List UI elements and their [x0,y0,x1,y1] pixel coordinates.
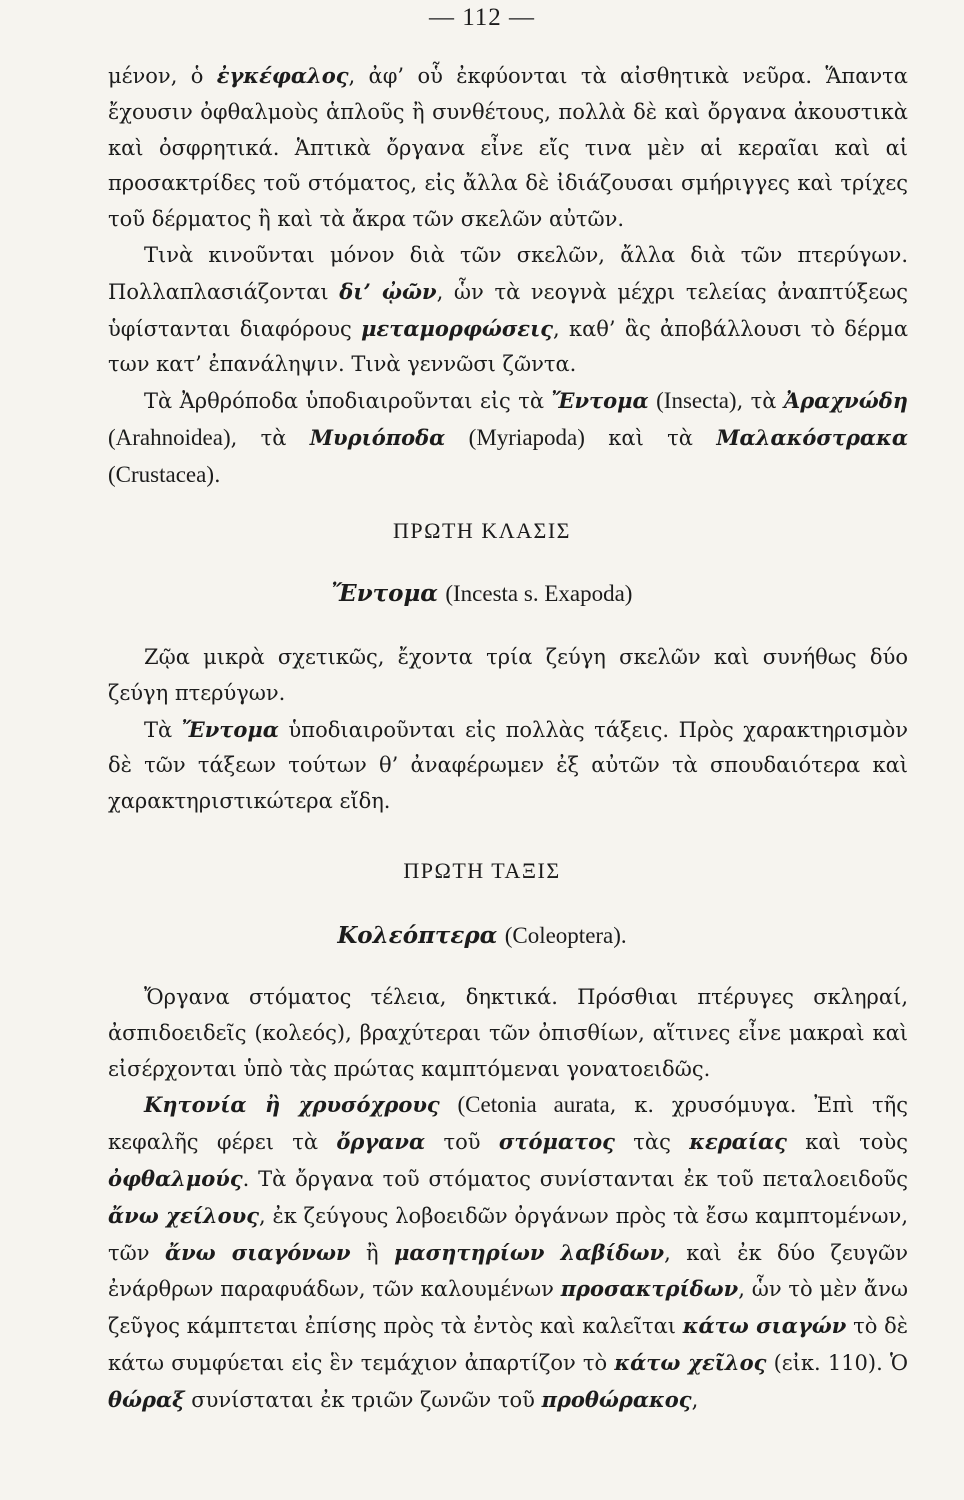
latin-name: (Arahnoidea) [108,424,231,450]
text-run: Ζῷα μικρὰ σχετικῶς, ἔχοντα τρία ζεύγη σκελῶν καὶ συνήθως δύο ζεύγη πτερύγων. [108,645,908,705]
text-run: . [214,462,221,487]
text-run: . Τὰ ὄργανα τοῦ στόματος συνίστανται ἐκ τοῦ πεταλοειδοῦς [242,1166,908,1191]
bold-term: Μυριόποδα [309,424,446,450]
bold-term: ἄνω χείλους [108,1202,259,1228]
text-run: , κ. χρυσόμυγα. Ἐπὶ τῆς κεφαλῆς φέρει τὰ [108,1093,909,1155]
bold-term: μεταμορφώσεις [361,315,554,341]
bold-term: Μαλακόστρακα [716,424,908,450]
text-run: , [691,1387,699,1412]
bold-term: Κολεόπτερα [337,922,498,949]
paragraph [108,980,908,1087]
class-heading: ΠΡΩΤΗ ΚΛΑΣΙΣ [393,518,571,543]
text-run: (εἰκ. 110). Ὁ [766,1350,908,1375]
text-run: , καὶ ἐκ δύο ζευγῶν ἐνάρθρων παραφυάδων, τῶν καλουμένων [108,1240,909,1302]
latin-name: (Coleoptera). [504,923,627,948]
text-run: Τὰ Ἀρθρόποδα ὑποδιαιροῦνται εἰς τὰ [144,389,552,414]
latin-name: (Myriapoda) [468,424,585,450]
bold-term: θώραξ [108,1386,185,1412]
text-run: ὑποδιαιροῦνται εἰς πολλὰς τάξεις. Πρὸς χαρακτηρισμὸν δὲ τῶν τάξεων τούτων θ’ ἀναφέρωμεν ἐξ αὐτῶν τὰ σπουδαιότερα καὶ χαρακτηριστικώτερα εἴδη. [108,717,908,814]
intro-section [108,58,908,494]
text-run: Ὄργανα στόματος τέλεια, δηκτικά. Πρόσθιαι πτέρυγες σκληραί, ἀσπιδοειδεῖς (κολεός), βραχύτεραι τῶν ὀπισθίων, αἵτινες εἶνε μακραὶ καὶ εἰσέρχονται ὑπὸ τὰς πρώτας καμπτόμεναι γονατοειδῶς. [108,985,908,1081]
text-run: Τὰ [144,717,182,742]
bold-term: ἐγκέφαλος [216,63,349,88]
text-run: , τὰ [736,389,784,414]
text-run: τοῦ [425,1130,499,1155]
coleoptera-section [108,980,908,1419]
text-run: , ὧν τὸ μὲν ἄνω ζεῦγος κάμπτεται ἐπίσης πρὸς τὰ ἐντὸς καὶ καλεῖται [108,1277,908,1339]
latin-name: (Insecta) [656,388,737,414]
latin-name: (Cetonia aurata [457,1092,610,1118]
bold-term: Κητονία ἢ χρυσόχρους [144,1092,440,1118]
text-run: τὰς [614,1130,690,1155]
bold-term: κάτω χεῖλος [614,1349,767,1375]
class-title [0,580,964,607]
order-title [0,922,964,949]
bold-term: κεραίας [689,1129,787,1155]
bold-term: μασητηρίων λαβίδων [394,1239,665,1265]
bold-term: Ἔντομα [331,580,439,607]
text-run: , ὧν τὰ νεογνὰ μέχρι τελείας ἀναπτύξεως ὑφίστανται διαφόρους [108,279,908,341]
text-run: , ἐκ ζεύγους λοβοειδῶν ὀργάνων πρὸς τὰ ἔσω καμπτομένων, τῶν [108,1203,908,1265]
text-run: , ἀφ’ οὗ ἐκφύονται τὰ αἰσθητικὰ νεῦρα. Ἅπαντα ἔχουσιν ὀφθαλμοὺς ἁπλοῦς ἢ συνθέτους, πολλὰ δὲ καὶ ὄργανα ἀκουστικὰ καὶ ὀσφρητικά. Ἁπτικὰ ὄργανα εἶνε εἴς τινα μὲν αἱ κεραῖαι καὶ αἱ προσακτρίδες τοῦ στόματος, εἰς ἄλλα δὲ ἰδιάζουσαι σμήριγγες καὶ τρίχες τοῦ δέρματος ἢ καὶ τὰ ἄκρα τῶν σκελῶν αὐτῶν. [108,64,908,232]
paragraph [108,640,908,712]
bold-term: Ἀραχνώδη [783,388,908,414]
text-run: Τινὰ κινοῦνται μόνον διὰ τῶν σκελῶν, ἄλλα διὰ τῶν πτερύγων. Πολλαπλασιάζονται [108,242,908,304]
text-run: , καθ’ ἃς ἀποβάλλουσι τὸ δέρμα των κατ’ ἐπανάληψιν. Τινὰ γεννῶσι ζῶντα. [108,316,908,377]
paragraph [108,383,908,493]
latin-name: (Crustacea) [108,461,214,487]
latin-name: (Incesta s. Exapoda) [445,581,633,606]
bold-term: στόματος [498,1129,615,1155]
text-run: , τὰ [230,425,310,450]
text-run: μένον, ὁ [108,64,217,88]
bold-term: Ἔντομα [181,716,279,742]
bold-term: ἄνω σιαγόνων [164,1239,351,1265]
text-run: συνίσταται ἐκ τριῶν ζωνῶν τοῦ [184,1387,542,1412]
text-run: καὶ τοὺς [786,1130,908,1155]
bold-term: κάτω σιαγών [682,1313,847,1339]
text-run: τὸ δὲ κάτω συμφύεται εἰς ἓν τεμάχιον ἀπαρτίζον τὸ [108,1314,908,1375]
bold-term: προσακτρίδων [560,1276,739,1302]
text-run: ἢ [350,1240,395,1265]
paragraph [108,58,908,238]
paragraph [108,238,908,383]
paragraph [108,712,908,820]
bold-term: ὀφθαλμούς [108,1165,243,1191]
bold-term: προθώρακος [541,1386,692,1412]
bold-term: δι’ ᾠῶν [339,278,437,304]
text-run: καὶ τὰ [584,425,717,450]
insects-section [108,640,908,820]
bold-term: Ἔντομα [551,388,649,414]
page-number: — 112 — [428,4,536,31]
paragraph [108,1087,908,1418]
bold-term: ὄργανα [336,1129,426,1155]
order-heading: ΠΡΩΤΗ ΤΑΞΙΣ [403,858,561,883]
